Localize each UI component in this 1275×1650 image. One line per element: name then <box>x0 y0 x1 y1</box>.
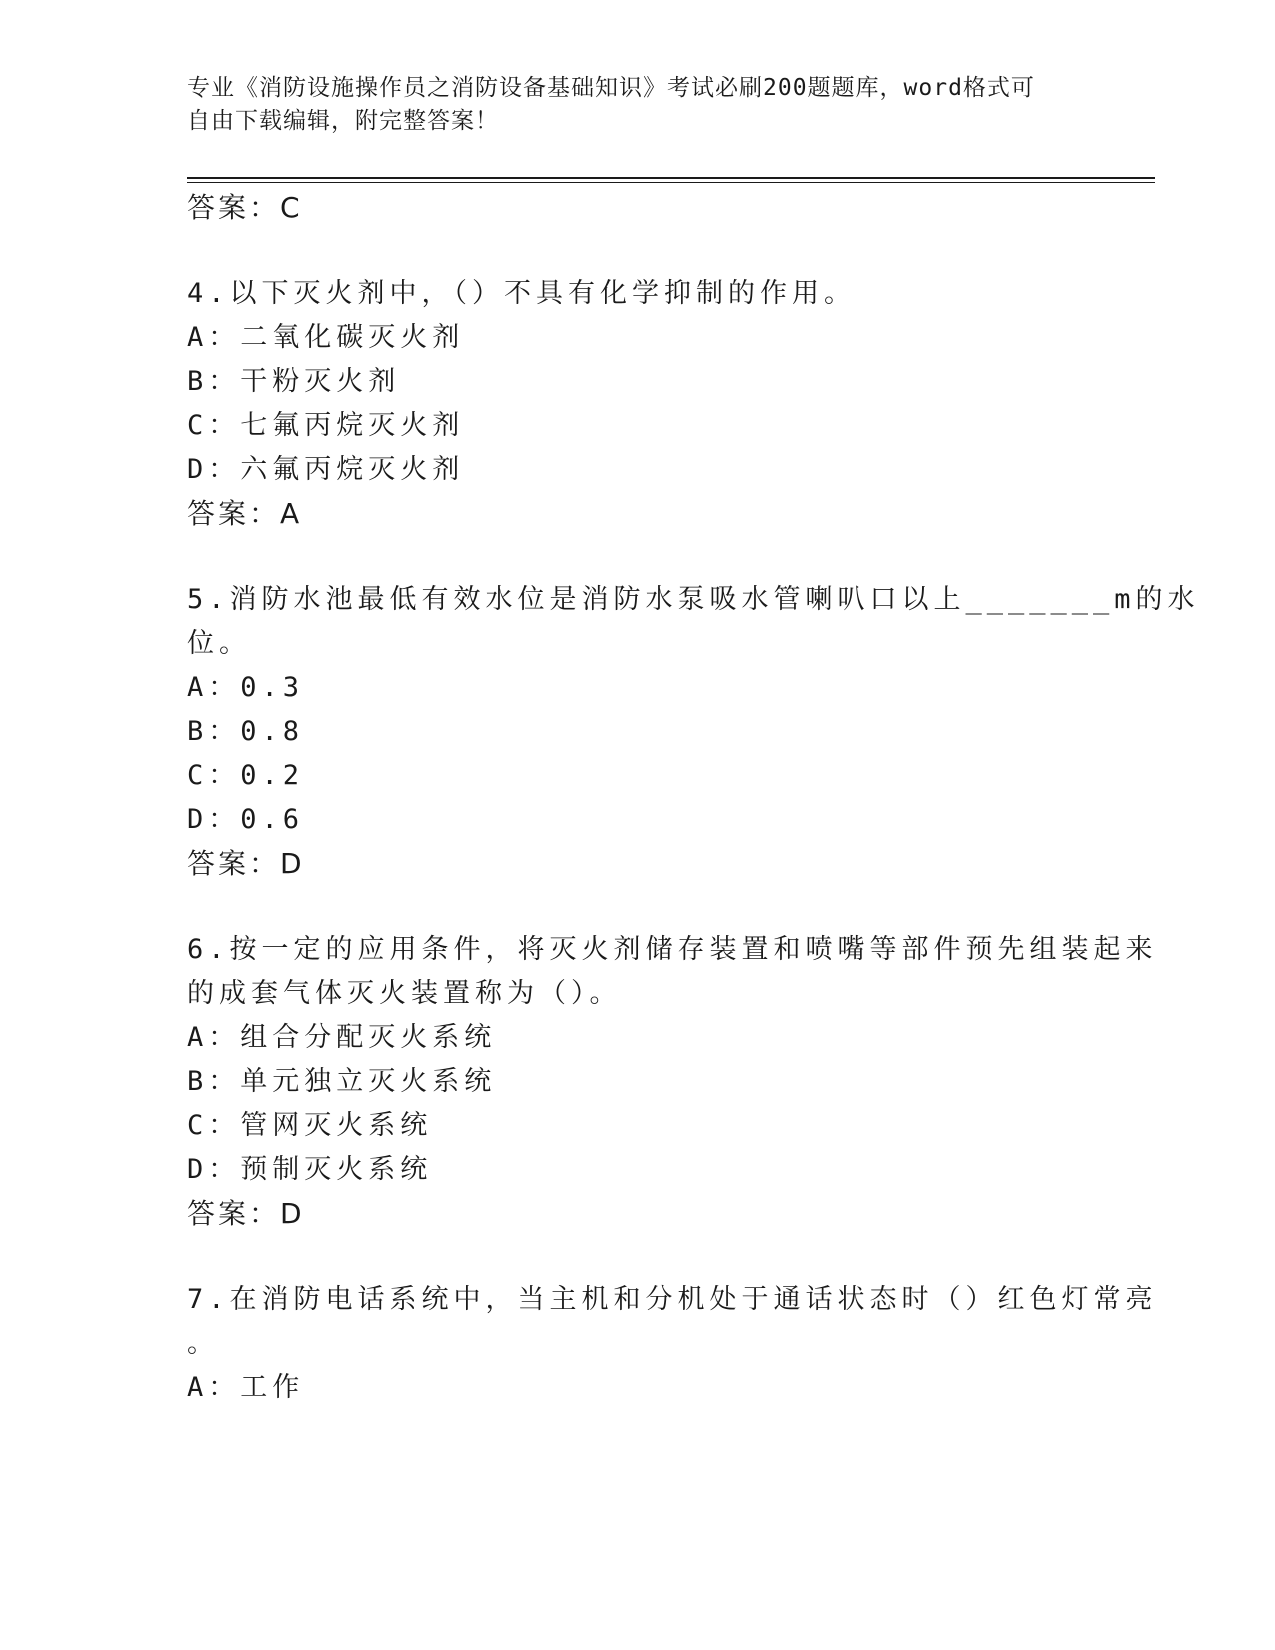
header-line-1: 专业《消防设施操作员之消防设备基础知识》考试必刷200题题库，word格式可 <box>187 75 1035 101</box>
question-5-option-a: A：0.3 <box>187 672 305 703</box>
question-6-option-a: A：组合分配灭火系统 <box>187 1022 497 1053</box>
document-header <box>187 72 1067 138</box>
previous-answer: 答案：C <box>187 191 303 224</box>
question-4-option-b: B：干粉灭火剂 <box>187 366 401 397</box>
question-5-option-c: C：0.2 <box>187 760 305 791</box>
question-5-stem-line-2: 位。 <box>187 628 251 659</box>
question-5-answer: 答案：D <box>187 847 305 880</box>
question-6-option-c: C：管网灭火系统 <box>187 1110 433 1141</box>
question-6-option-d: D：预制灭火系统 <box>187 1154 433 1185</box>
question-4-option-a: A：二氧化碳灭火剂 <box>187 322 465 353</box>
question-7-stem-line-1: 7.在消防电话系统中，当主机和分机处于通话状态时（）红色灯常亮 <box>187 1284 1158 1315</box>
question-6-stem-line-2: 的成套气体灭火装置称为（）。 <box>187 978 622 1009</box>
question-6-option-b: B：单元独立灭火系统 <box>187 1066 497 1097</box>
header-divider-thin <box>187 182 1155 183</box>
question-7-stem-line-2: 。 <box>187 1328 219 1359</box>
question-4-option-d: D：六氟丙烷灭火剂 <box>187 454 465 485</box>
question-5-option-d: D：0.6 <box>187 804 305 835</box>
question-5-stem-line-1: 5.消防水池最低有效水位是消防水泵吸水管喇叭口以上_______m的水 <box>187 584 1200 615</box>
question-6-answer: 答案：D <box>187 1197 305 1230</box>
question-4-answer: 答案：A <box>187 497 303 530</box>
question-6-stem-line-1: 6.按一定的应用条件，将灭火剂储存装置和喷嘴等部件预先组装起来 <box>187 934 1158 965</box>
question-4-option-c: C：七氟丙烷灭火剂 <box>187 410 465 441</box>
header-line-2: 自由下载编辑，附完整答案！ <box>187 108 499 134</box>
question-4-stem: 4.以下灭火剂中，（）不具有化学抑制的作用。 <box>187 278 857 309</box>
question-5-option-b: B：0.8 <box>187 716 305 747</box>
header-divider-thick <box>187 177 1155 179</box>
question-7-option-a: A：工作 <box>187 1372 305 1403</box>
